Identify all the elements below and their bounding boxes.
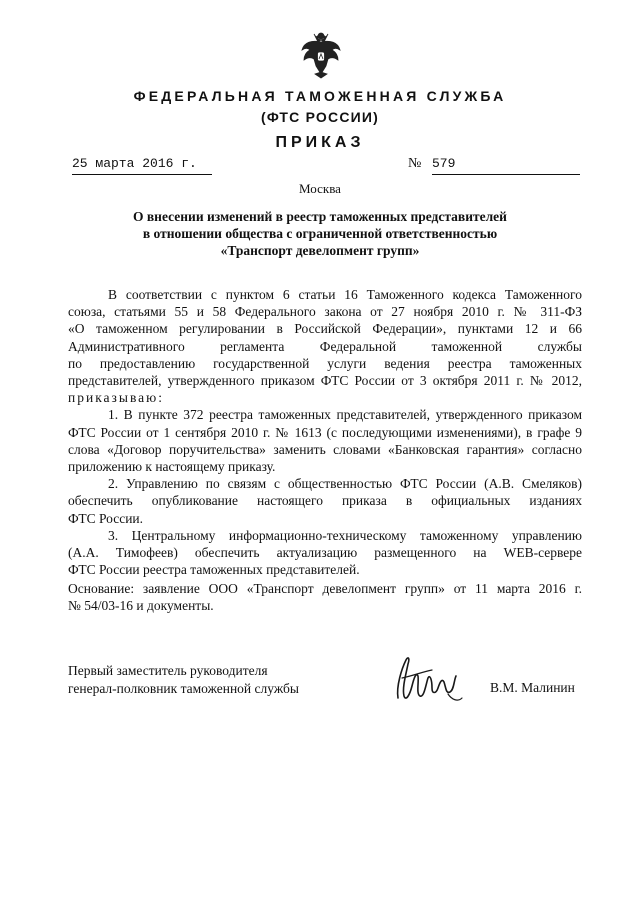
signer-name: В.М. Малинин: [490, 680, 575, 695]
text-line: слова «Договор поручительства» заменить словами «Банковская гарантия» согласно: [68, 441, 582, 457]
document-type: ПРИКАЗ: [275, 134, 365, 151]
order-number-block: [408, 156, 580, 174]
item-3-paragraph: [68, 527, 582, 579]
text-line: (А.А. Тимофеев) обеспечить актуализацию размещенного на WEB-сервере: [68, 545, 582, 561]
double-headed-eagle-emblem-icon: [300, 30, 342, 80]
order-body: [68, 286, 582, 578]
order-subject: [100, 208, 540, 259]
text-line: приложению к настоящему приказу.: [68, 459, 276, 475]
item-1-paragraph: [68, 406, 582, 475]
text-line: «О таможенном регулировании в Российской Федерации», пунктами 12 и 66: [68, 321, 582, 337]
text-line: Административного регламента Федеральной таможенной службы: [68, 338, 582, 354]
item-2-paragraph: [68, 475, 582, 527]
handwritten-signature-icon: [392, 650, 466, 706]
order-number: 579: [432, 156, 580, 175]
text-line: Основание: заявление ООО «Транспорт девелопмент групп» от 11 марта 2016 г.: [68, 581, 582, 596]
subject-line: «Транспорт девелопмент групп»: [220, 243, 420, 258]
agency-short-name: (ФТС РОССИИ): [260, 109, 380, 125]
number-sign: №: [408, 156, 422, 171]
text-line: ФТС России.: [68, 510, 144, 526]
subject-line: в отношении общества с ограниченной ответственностью: [142, 226, 498, 241]
signer-position: [68, 662, 299, 698]
position-line: Первый заместитель руководителя: [68, 663, 268, 678]
order-word: приказываю:: [68, 390, 164, 406]
order-date: 25 марта 2016 г.: [72, 156, 212, 175]
text-line: ФТС России от 1 сентября 2010 г. № 1613 (с последующими изменениями), в графе 9: [68, 424, 582, 440]
position-line: генерал-полковник таможенной службы: [68, 681, 299, 696]
intro-paragraph: [68, 286, 582, 406]
text-line: № 54/03-16 и документы.: [68, 598, 214, 614]
text-line: 1. В пункте 372 реестра таможенных представителей, утвержденного приказом: [108, 407, 582, 423]
text-line: В соответствии с пунктом 6 статьи 16 Таможенного кодекса Таможенного: [108, 287, 582, 302]
agency-name: ФЕДЕРАЛЬНАЯ ТАМОЖЕННАЯ СЛУЖБА: [133, 88, 507, 104]
order-basis: [68, 580, 582, 614]
subject-line: О внесении изменений в реестр таможенных представителей: [133, 209, 507, 224]
text-line: союза, статьями 55 и 58 Федерального закона от 27 ноября 2010 г. № 311-ФЗ: [68, 304, 582, 320]
issue-city: Москва: [299, 181, 341, 196]
text-line: обеспечить опубликование настоящего приказа в официальных изданиях: [68, 493, 582, 509]
text-line: по предоставлению государственной услуги ведения реестра таможенных: [68, 355, 582, 371]
text-line: представителей, утвержденного приказом ФТС России от 3 октября 2011 г. № 2012,: [68, 373, 582, 389]
text-line: 2. Управлению по связям с общественностью ФТС России (А.В. Смеляков): [108, 476, 582, 492]
text-line: ФТС России реестра таможенных представителей.: [68, 562, 360, 578]
text-line: 3. Центральному информационно-техническому таможенному управлению: [108, 527, 582, 543]
